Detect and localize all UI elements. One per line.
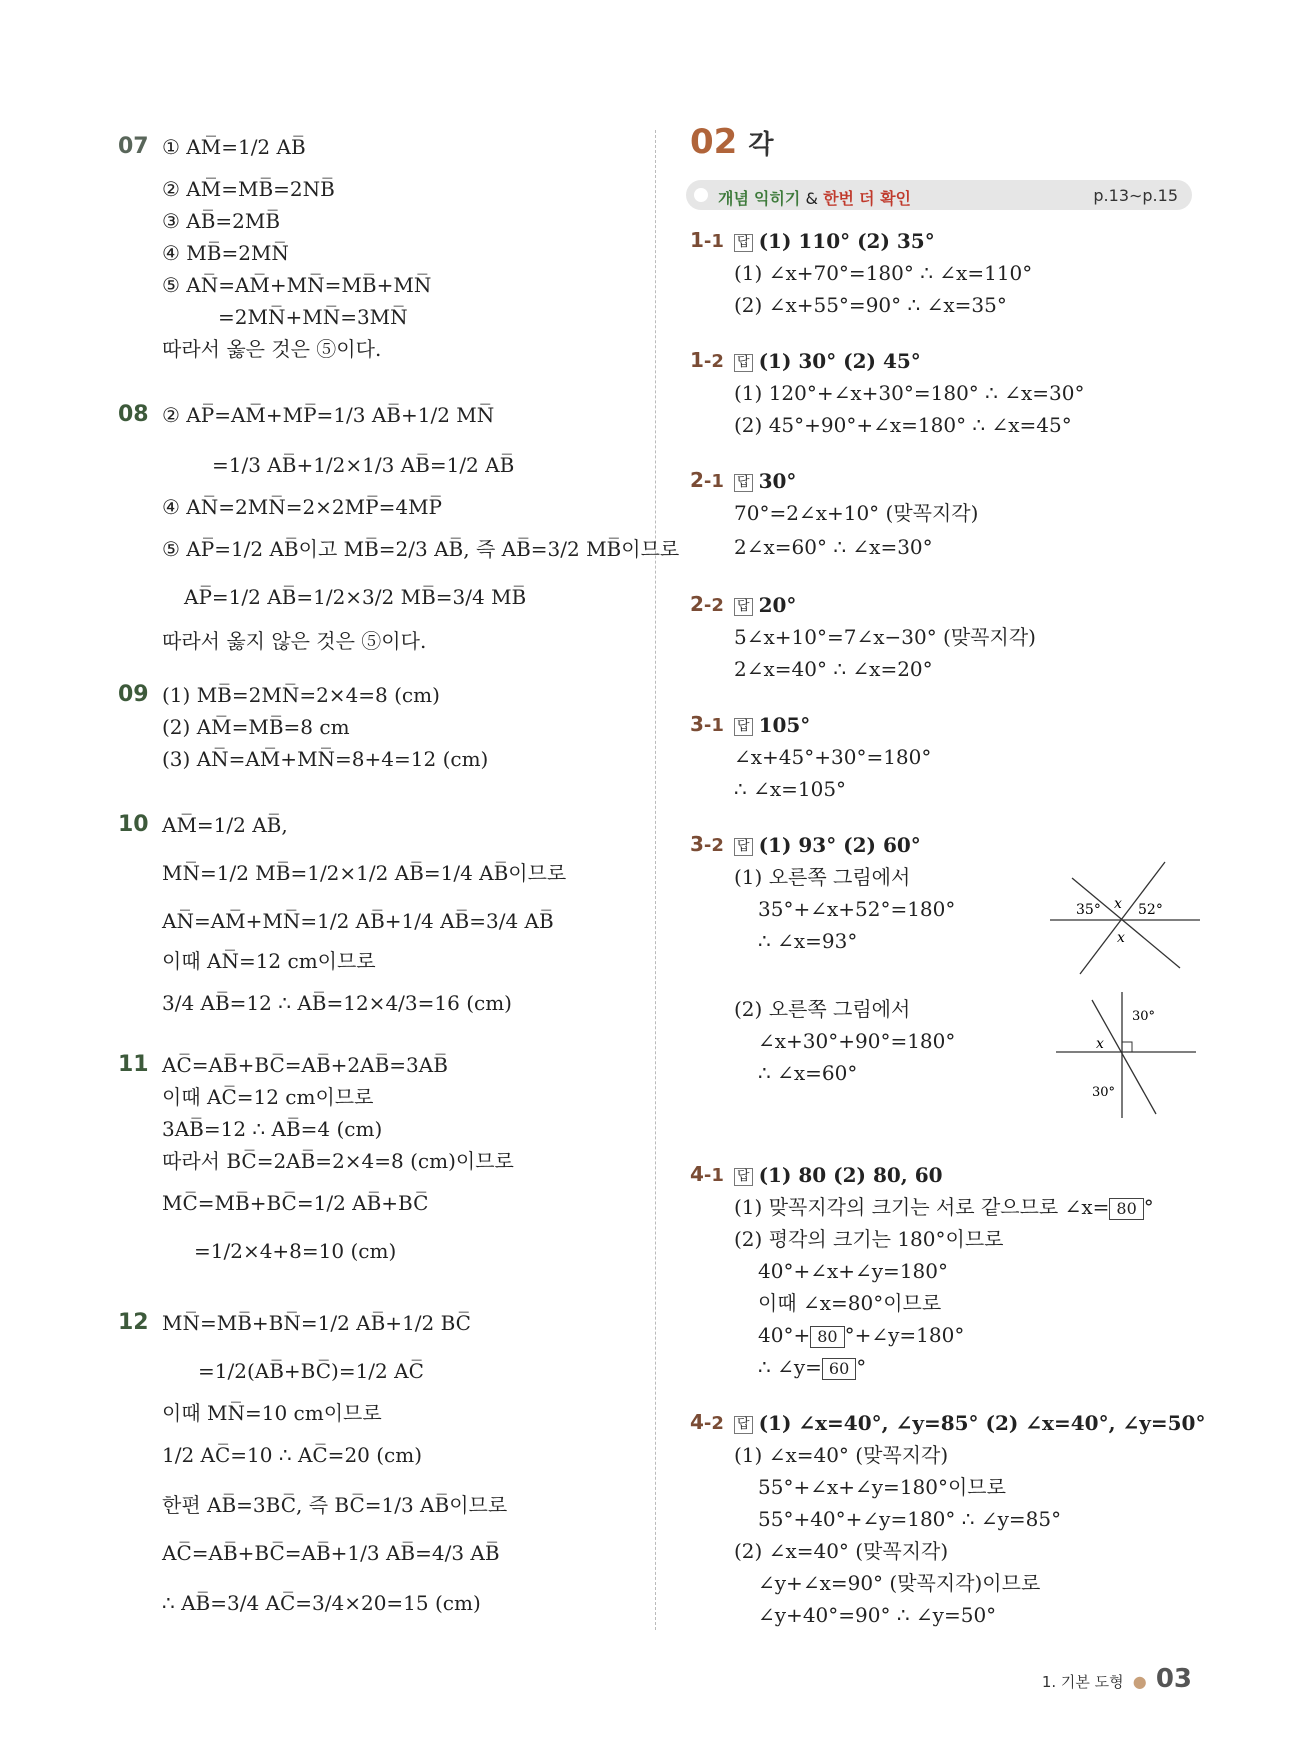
solution-line: (2) AM̅=MB̅=8 cm (162, 715, 350, 739)
solution-line: 70°=2∠x+10° (맞꼭지각) (734, 501, 979, 525)
solution-line: (2) ∠x=40° (맞꼭지각) (734, 1539, 949, 1563)
solution-line: (1) ∠x=40° (맞꼭지각) (734, 1443, 949, 1467)
solution-line: =2MN̅+MN̅=3MN̅ (218, 305, 408, 329)
solution-line: (1) 맞꼭지각의 크기는 서로 같으므로 ∠x= 80 ° (734, 1195, 1154, 1219)
banner-pages: p.13∼p.15 (1093, 186, 1178, 205)
problem-number: 1-2 (690, 348, 724, 372)
solution-line: 따라서 BC̅=2AB̅=2×4=8 (cm)이므로 (162, 1149, 514, 1173)
fig2-label-b: 30° (1092, 1085, 1116, 1100)
problem-number: 2-1 (690, 468, 724, 492)
section-name: 각 (748, 130, 774, 160)
fig1-label-x2: x (1117, 930, 1125, 946)
answer-line: 답 (1) 110° (2) 35° (734, 228, 935, 254)
problem-number: 3-2 (690, 832, 724, 856)
fig1-label-x1: x (1114, 896, 1122, 912)
solution-line: =1/2×4+8=10 (cm) (194, 1239, 397, 1263)
solution-line: 3AB̅=12 ∴ AB̅=4 (cm) (162, 1117, 383, 1141)
page-footer (1042, 1664, 1192, 1694)
section-number: 02 (690, 122, 738, 162)
solution-line: AM̅=1/2 AB̅, (162, 813, 288, 837)
problem-number: 2-2 (690, 592, 724, 616)
fig1-label-a: 35° (1076, 902, 1101, 918)
solution-line: ∠x+45°+30°=180° (734, 745, 932, 769)
solution-line: 이때 AC̅=12 cm이므로 (162, 1085, 374, 1109)
solution-line: AN̅=AM̅+MN̅=1/2 AB̅+1/4 AB̅=3/4 AB̅ (162, 909, 554, 933)
solution-line: 따라서 옳지 않은 것은 ⑤이다. (162, 629, 427, 653)
answer-box: 80 (1109, 1198, 1143, 1220)
solution-line: ⑤ AP̅=1/2 AB̅이고 MB̅=2/3 AB̅, 즉 AB̅=3/2 MB̅이므로 (162, 537, 680, 561)
banner-part3: 한번 (823, 189, 854, 208)
solution-line: MC̅=MB̅+BC̅=1/2 AB̅+BC̅ (162, 1191, 429, 1215)
solution-line: 5∠x+10°=7∠x−30° (맞꼭지각) (734, 625, 1036, 649)
solution-line: ⑤ AN̅=AM̅+MN̅=MB̅+MN̅ (162, 273, 432, 297)
banner-part1: 개념 (718, 189, 749, 208)
solution-line: ∴ ∠x=60° (758, 1061, 858, 1085)
section-title (690, 122, 774, 162)
solution-line: (1) MB̅=2MN̅=2×4=8 (cm) (162, 683, 440, 707)
angle-figure-1 (1050, 858, 1200, 982)
answer-line: 답 30° (734, 468, 796, 494)
solution-line: (3) AN̅=AM̅+MN̅=8+4=12 (cm) (162, 747, 489, 771)
solution-line: ② AM̅=MB̅=2NB̅ (162, 177, 335, 201)
solution-line: 2∠x=60° ∴ ∠x=30° (734, 535, 933, 559)
fig2-label-a: 30° (1132, 1009, 1156, 1024)
solution-line: ① AM̅=1/2 AB̅ (162, 135, 306, 159)
problem-number: 10 (118, 812, 149, 837)
solution-line: (1) 오른쪽 그림에서 (734, 865, 911, 889)
solution-line: ③ AB̅=2MB̅ (162, 209, 281, 233)
solution-line: AP̅=1/2 AB̅=1/2×3/2 MB̅=3/4 MB̅ (184, 585, 527, 609)
solution-line: =1/2(AB̅+BC̅)=1/2 AC̅ (198, 1359, 424, 1383)
problem-number: 09 (118, 682, 149, 707)
solution-line: 35°+∠x+52°=180° (758, 897, 956, 921)
problem-number: 4-2 (690, 1410, 724, 1434)
problem-number: 11 (118, 1052, 149, 1077)
fig1-label-b: 52° (1138, 902, 1163, 918)
bullet-dot-icon (694, 188, 708, 202)
solution-line: (1) ∠x+70°=180° ∴ ∠x=110° (734, 261, 1033, 285)
section-banner (686, 180, 1192, 210)
solution-line: 이때 ∠x=80°이므로 (758, 1291, 942, 1315)
problem-number: 1-1 (690, 228, 724, 252)
answer-box: 60 (822, 1358, 856, 1380)
solution-line: ∠y+40°=90° ∴ ∠y=50° (758, 1603, 997, 1627)
solution-line: 40°+ 80 °+∠y=180° (758, 1323, 965, 1347)
solution-line: =1/3 AB̅+1/2×1/3 AB̅=1/2 AB̅ (212, 453, 515, 477)
solution-line: 이때 AN̅=12 cm이므로 (162, 949, 376, 973)
solution-line: AC̅=AB̅+BC̅=AB̅+1/3 AB̅=4/3 AB̅ (162, 1541, 500, 1565)
answer-line: 답 105° (734, 712, 810, 738)
answer-line: 답 (1) 30° (2) 45° (734, 348, 921, 374)
solution-line: MN̅=MB̅+BN̅=1/2 AB̅+1/2 BC̅ (162, 1311, 471, 1335)
angle-figure-2 (1056, 990, 1196, 1120)
solution-line: 따라서 옳은 것은 ⑤이다. (162, 337, 382, 361)
chapter-label: 1. 기본 도형 (1041, 1673, 1124, 1691)
solution-line: 55°+40°+∠y=180° ∴ ∠y=85° (758, 1507, 1062, 1531)
solution-line: ② AP̅=AM̅+MP̅=1/3 AB̅+1/2 MN̅ (162, 403, 495, 427)
banner-part2: 익히기 (754, 189, 801, 208)
answer-line: 답 (1) 80 (2) 80, 60 (734, 1162, 943, 1188)
banner-part4: 더 확인 (859, 189, 912, 208)
solution-line: 3/4 AB̅=12 ∴ AB̅=12×4/3=16 (cm) (162, 991, 512, 1015)
page-number: 03 (1155, 1664, 1192, 1694)
fig2-label-x: x (1096, 1036, 1104, 1052)
solution-line: ∠y+∠x=90° (맞꼭지각)이므로 (758, 1571, 1041, 1595)
solution-line: ∴ AB̅=3/4 AC̅=3/4×20=15 (cm) (162, 1591, 481, 1615)
answer-line: 답 (1) 93° (2) 60° (734, 832, 921, 858)
banner-amp: & (805, 189, 818, 208)
solution-line: ∠x+30°+90°=180° (758, 1029, 956, 1053)
answer-line: 답 (1) ∠x=40°, ∠y=85° (2) ∠x=40°, ∠y=50° (734, 1410, 1205, 1436)
solution-line: (2) 45°+90°+∠x=180° ∴ ∠x=45° (734, 413, 1072, 437)
solution-line: 1/2 AC̅=10 ∴ AC̅=20 (cm) (162, 1443, 423, 1467)
problem-number: 07 (118, 134, 149, 159)
solution-line: 이때 MN̅=10 cm이므로 (162, 1401, 382, 1425)
solution-line: (2) 평각의 크기는 180°이므로 (734, 1227, 1004, 1251)
problem-number: 4-1 (690, 1162, 724, 1186)
solution-line: 한편 AB̅=3BC̅, 즉 BC̅=1/3 AB̅이므로 (162, 1493, 508, 1517)
solution-line: 2∠x=40° ∴ ∠x=20° (734, 657, 933, 681)
solution-line: AC̅=AB̅+BC̅=AB̅+2AB̅=3AB̅ (162, 1053, 448, 1077)
solution-line: ④ MB̅=2MN̅ (162, 241, 289, 265)
solution-line: ∴ ∠y= 60 ° (758, 1355, 867, 1379)
solution-line: 55°+∠x+∠y=180°이므로 (758, 1475, 1006, 1499)
solution-line: ④ AN̅=2MN̅=2×2MP̅=4MP̅ (162, 495, 443, 519)
solution-line: (1) 120°+∠x+30°=180° ∴ ∠x=30° (734, 381, 1085, 405)
footer-bullet-icon: ● (1132, 1672, 1147, 1691)
solution-line: ∴ ∠x=105° (734, 777, 847, 801)
answer-line: 답 20° (734, 592, 796, 618)
answer-box: 80 (810, 1326, 844, 1348)
column-divider (655, 130, 656, 1630)
problem-number: 08 (118, 402, 149, 427)
solution-line: 40°+∠x+∠y=180° (758, 1259, 948, 1283)
solution-line: (2) ∠x+55°=90° ∴ ∠x=35° (734, 293, 1007, 317)
solution-line: ∴ ∠x=93° (758, 929, 858, 953)
solution-line: (2) 오른쪽 그림에서 (734, 997, 911, 1021)
problem-number: 12 (118, 1310, 149, 1335)
problem-number: 3-1 (690, 712, 724, 736)
solution-line: MN̅=1/2 MB̅=1/2×1/2 AB̅=1/4 AB̅이므로 (162, 861, 567, 885)
